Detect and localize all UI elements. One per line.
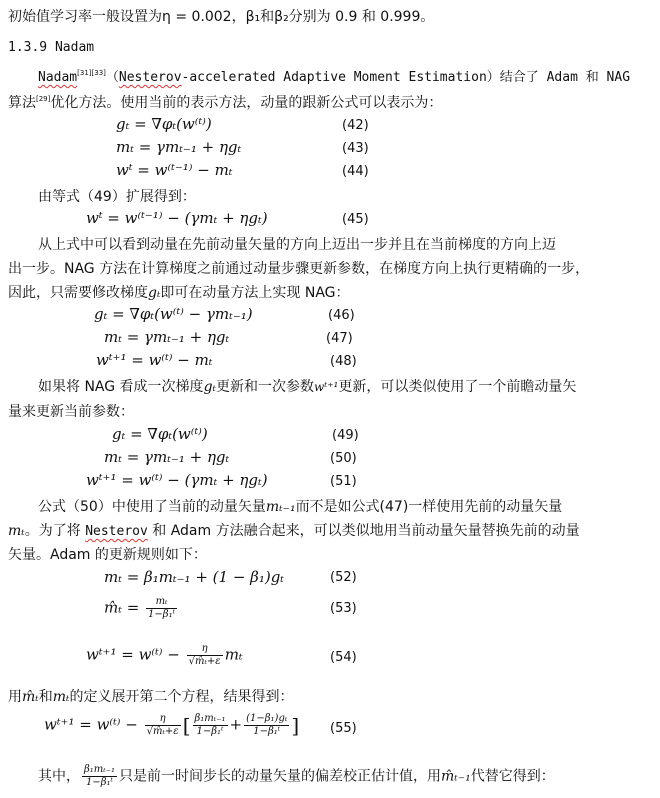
fraction [145,713,181,738]
text: 即可在动量方法上实现 NAG： [160,285,350,301]
text: 。为了将 [24,523,86,539]
equation-51: wᵗ⁺¹ = w⁽ᵗ⁾ − (γmₜ + ηgₜ) [86,471,268,489]
paragraph-nag-line-2: 出一步。NAG 方法在计算梯度之前通过动量步骤更新参数，在梯度方向上执行更精确的一步， [8,261,590,277]
inline-math: mₜ [8,523,25,539]
equation-43: mₜ = γmₜ₋₁ + ηgₜ [116,138,242,156]
equation-number: (43) [342,141,369,156]
text: 更新，可以类似使用了一个前瞻动量矢 [338,379,577,395]
equation-number: (48) [330,354,357,369]
text: 代替它得到： [470,768,555,785]
equation-tail: mₜ [224,645,243,664]
paragraph-last [38,764,555,789]
paragraph-view-line-2: 量来更新当前参数： [8,404,134,420]
denominator: 1−β₁ᵗ [86,777,114,788]
text: 公式（50）中使用了当前的动量矢量 [38,499,266,515]
inline-math: mₜ [52,689,70,705]
equation-number: (44) [342,164,369,179]
equation-number: (55) [330,721,357,736]
equation-49: gₜ = ∇φₜ(w⁽ᵗ⁾) [112,425,208,443]
equation-lhs: wᵗ⁺¹ = w⁽ᵗ⁾ − [44,715,138,734]
inline-math: gₜ [203,379,216,395]
equation-42: gₜ = ∇φₜ(w⁽ᵗ⁾) [116,115,212,133]
inline-math: wᵗ⁺¹ [313,380,339,394]
term-nesterov: Nesterov [85,524,148,539]
equation-55 [44,713,299,738]
denominator: 1−β₁ᵗ [253,726,281,737]
numerator: η [145,713,181,726]
denominator: 1−β₁ᵗ [148,609,176,620]
equation-47: mₜ = γmₜ₋₁ + ηgₜ [104,328,230,346]
paragraph-from-49: 由等式（49）扩展得到： [38,189,196,205]
term-nadam: Nadam [38,70,78,85]
paragraph-expand [8,686,293,706]
citation: [31][33] [77,69,106,77]
text: 如果将 NAG 看成一次梯度 [38,379,204,395]
equation-45: wᵗ = w⁽ᵗ⁻¹⁾ − (γmₜ + ηgₜ) [86,209,268,227]
equation-lhs: wᵗ⁺¹ = w⁽ᵗ⁾ − [86,645,180,664]
text: 和 [38,689,53,705]
equation-number: (45) [342,212,369,227]
fraction [146,596,177,621]
text: 而不是如公式(47)一样使用先前的动量矢量 [295,499,563,515]
denominator: 1−β₁ᵗ [196,726,224,737]
equation-52: mₜ = β₁mₜ₋₁ + (1 − β₁)gₜ [104,568,285,586]
intro-rest: -accelerated Adaptive Moment Estimation）结合了 Adam 和 NAG [181,70,631,85]
text: 其中， [38,768,80,785]
fraction [187,643,223,668]
citation: [29] [36,95,51,103]
paragraph-f50-line-3: 矢量。Adam 的更新规则如下： [8,547,207,563]
intro-line-2 [8,92,442,112]
text: 更新和一次参数 [215,379,314,395]
equation-44: wᵗ = w⁽ᵗ⁻¹⁾ − mₜ [116,161,233,179]
equation-number: (47) [326,331,353,346]
denominator: √m̂ₜ+ε [188,656,221,667]
equation-lhs: m̂ₜ = [104,598,140,617]
paren: （ [105,70,119,85]
bracket: [ [182,713,191,738]
paragraph-nag-line-1: 从上式中可以看到动量在先前动量矢量的方向上迈出一步并且在当前梯度的方向上迈 [38,237,556,253]
section-heading: 1.3.9 Nadam [8,40,95,55]
equation-46: gₜ = ∇φₜ(w⁽ᵗ⁾ − γmₜ₋₁) [94,305,253,323]
text: 算法 [8,95,36,111]
paragraph-f50-line-2 [8,520,580,540]
equation-number: (52) [330,570,357,585]
text: 只是前一时间步长的动量矢量的偏差校正估计值，用 [119,768,442,785]
equation-50: mₜ = γmₜ₋₁ + ηgₜ [104,448,230,466]
equation-53 [104,596,179,621]
equation-number: (46) [328,308,355,323]
inline-math: gₜ [148,285,161,301]
fraction [82,764,117,789]
text: 和 Adam 方法融合起来，可以类似地用当前动量矢量替换先前的动量 [147,523,580,539]
text: 的定义展开第二个方程，结果得到： [69,689,294,705]
fraction [244,713,289,738]
equation-number: (49) [332,428,359,443]
bracket: ] [291,713,300,738]
numerator: β₁mₜ₋₁ [194,713,226,724]
plus-sign: + [229,715,243,734]
equation-54 [86,643,243,668]
numerator: (1−β₁)gₜ [246,713,288,724]
equation-48: wᵗ⁺¹ = w⁽ᵗ⁾ − mₜ [96,351,213,369]
equation-number: (54) [330,650,357,665]
denominator: √m̂ₜ+ε [146,726,179,737]
text: 优化方法。使用当前的表示方法，动量的跟新公式可以表示为： [50,95,443,111]
paragraph-f50-line-1 [38,496,562,516]
term-nesterov: Nesterov [118,70,182,85]
numerator: mₜ [146,596,177,609]
numerator: β₁mₜ₋₁ [84,764,116,775]
numerator: η [187,643,223,656]
paragraph-nag-line-3 [8,282,350,302]
inline-math: m̂ₜ₋₁ [441,768,471,785]
intro-line-1 [38,66,630,85]
equation-number: (53) [330,601,357,616]
text: 因此，只需要修改梯度 [8,285,148,301]
equation-number: (42) [342,118,369,133]
equation-number: (51) [330,474,357,489]
inline-math: mₜ₋₁ [265,499,296,515]
fraction [193,713,228,738]
inline-math: m̂ₜ [22,689,39,705]
top-text: 初始值学习率一般设置为η = 0.002，β₁和β₂分别为 0.9 和 0.999。 [8,9,435,25]
text: 用 [8,689,22,705]
paragraph-view-line-1 [38,376,576,396]
equation-number: (50) [330,451,357,466]
